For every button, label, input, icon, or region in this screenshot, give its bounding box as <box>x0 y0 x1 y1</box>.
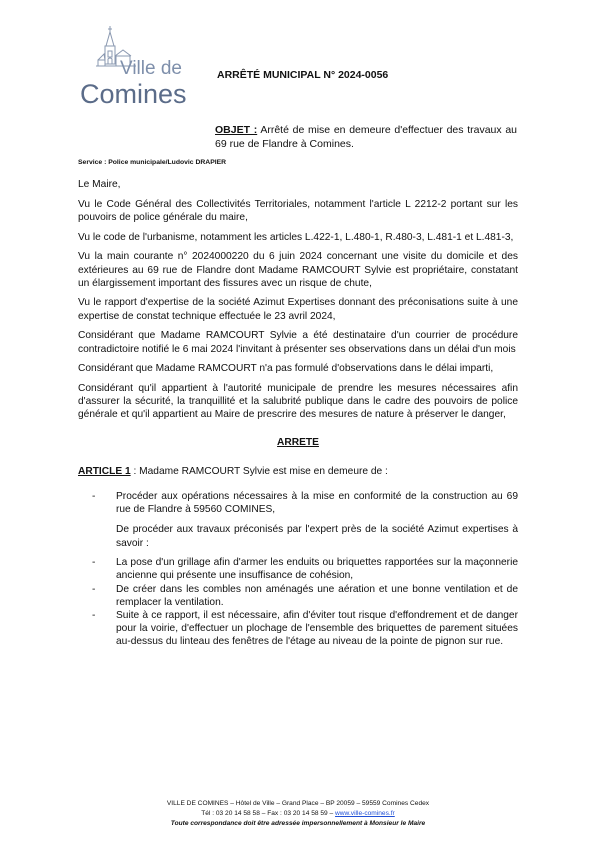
considerant-paragraph-1: Considérant que Madame RAMCOURT Sylvie a été destinataire d'un courrier de procédure contradictoire notifié le 6 mai 2024 l'invitant à présenter ses observations dans un délai d'un mois <box>78 330 518 355</box>
footer-address: VILLE DE COMINES – Hôtel de Ville – Grand Place – BP 20059 – 59559 Comines Cedex <box>166 800 430 807</box>
le-maire: Le Maire, <box>78 179 121 190</box>
document-title: ARRÊTÉ MUNICIPAL N° 2024-0056 <box>217 69 389 81</box>
subject-label: OBJET : <box>215 124 258 136</box>
footer-notice: Toute correspondance doit être adressée impersonnellement à Monsieur le Maire <box>170 820 426 827</box>
article-1-list <box>78 490 518 516</box>
list-item: - Procéder aux opérations nécessaires à la mise en conformité de la construction au 69 rue de Flandre à 59560 COMINES, <box>78 490 518 516</box>
logo-text-ville: Ville de <box>120 58 182 79</box>
subject-block <box>215 123 517 151</box>
document-body <box>78 178 518 656</box>
service-line: Service : Police municipale/Ludovic DRAPIER <box>78 159 227 166</box>
considerant-paragraph-2: Considérant que Madame RAMCOURT n'a pas formulé d'observations dans le délai imparti, <box>78 363 494 375</box>
list-item: - Suite à ce rapport, il est nécessaire, afin d'éviter tout risque d'effondrement et de danger pour la voirie, d'effectuer un plochage de l'ensemble des briquettes de parement situées au-dessus du linteau des fenêtres de l'étage au niveau de la pointe de pignon sur rue. <box>78 609 518 649</box>
page-footer <box>78 799 518 829</box>
vu-paragraph-1: Vu le Code Général des Collectivités Territoriales, notamment l'article L 2212-2 portant sur les pouvoirs de police générale du maire, <box>78 198 518 223</box>
list-item: - De créer dans les combles non aménagés une aération et une bonne ventilation et de remplacer la ventilation. <box>78 583 518 609</box>
vu-paragraph-4: Vu le rapport d'expertise de la société Azimut Expertises donnant des préconisations suite à une expertise de constat technique effectuée le 23 avril 2024, <box>78 297 518 322</box>
article-1 <box>78 465 518 478</box>
footer-contact <box>78 809 518 819</box>
city-logo <box>74 26 196 110</box>
vu-paragraph-3: Vu la main courante n° 2024000220 du 6 juin 2024 concernant une visite du domicile et des extérieures au 69 rue de Flandre dont Madame RAMCOURT Sylvie est propriétaire, constatant un élargissement important des fissures avec un risque de chute, <box>78 251 518 289</box>
subject-text: Arrêté de mise en demeure d'effectuer des travaux au 69 rue de Flandre à Comines. <box>215 124 517 150</box>
article-1-text: : Madame RAMCOURT Sylvie est mise en demeure de : <box>130 465 388 477</box>
list-item: - La pose d'un grillage afin d'armer les enduits ou briquettes rapportées sur la maçonnerie ancienne qui présente une insuffisance de cohésion, <box>78 556 518 582</box>
vu-paragraph-2: Vu le code de l'urbanisme, notamment les articles L.422-1, L.480-1, R.480-3, L.481-1 et L.481-3, <box>78 231 514 243</box>
logo-text-comines: Comines <box>80 79 187 109</box>
article-1-label: ARTICLE 1 <box>78 465 131 477</box>
proceder-paragraph: De procéder aux travaux préconisés par l'expert près de la société Azimut expertises à savoir : <box>116 524 518 549</box>
website-link[interactable]: www.ville-comines.fr <box>335 810 395 817</box>
footer-phone: Tél : 03 20 14 58 58 – Fax : 03 20 14 58 59 – <box>201 810 336 817</box>
works-list <box>78 556 518 648</box>
arrete-heading: ARRETE <box>277 436 319 448</box>
considerant-paragraph-3: Considérant qu'il appartient à l'autorité municipale de prendre les mesures nécessaires afin d'assurer la sécurité, la tranquillité et la salubrité publique dans le cadre des pouvoirs de police générale et qu'il appartient au Maire de prescrire des mesures de nature à préserver le danger, <box>78 382 518 421</box>
